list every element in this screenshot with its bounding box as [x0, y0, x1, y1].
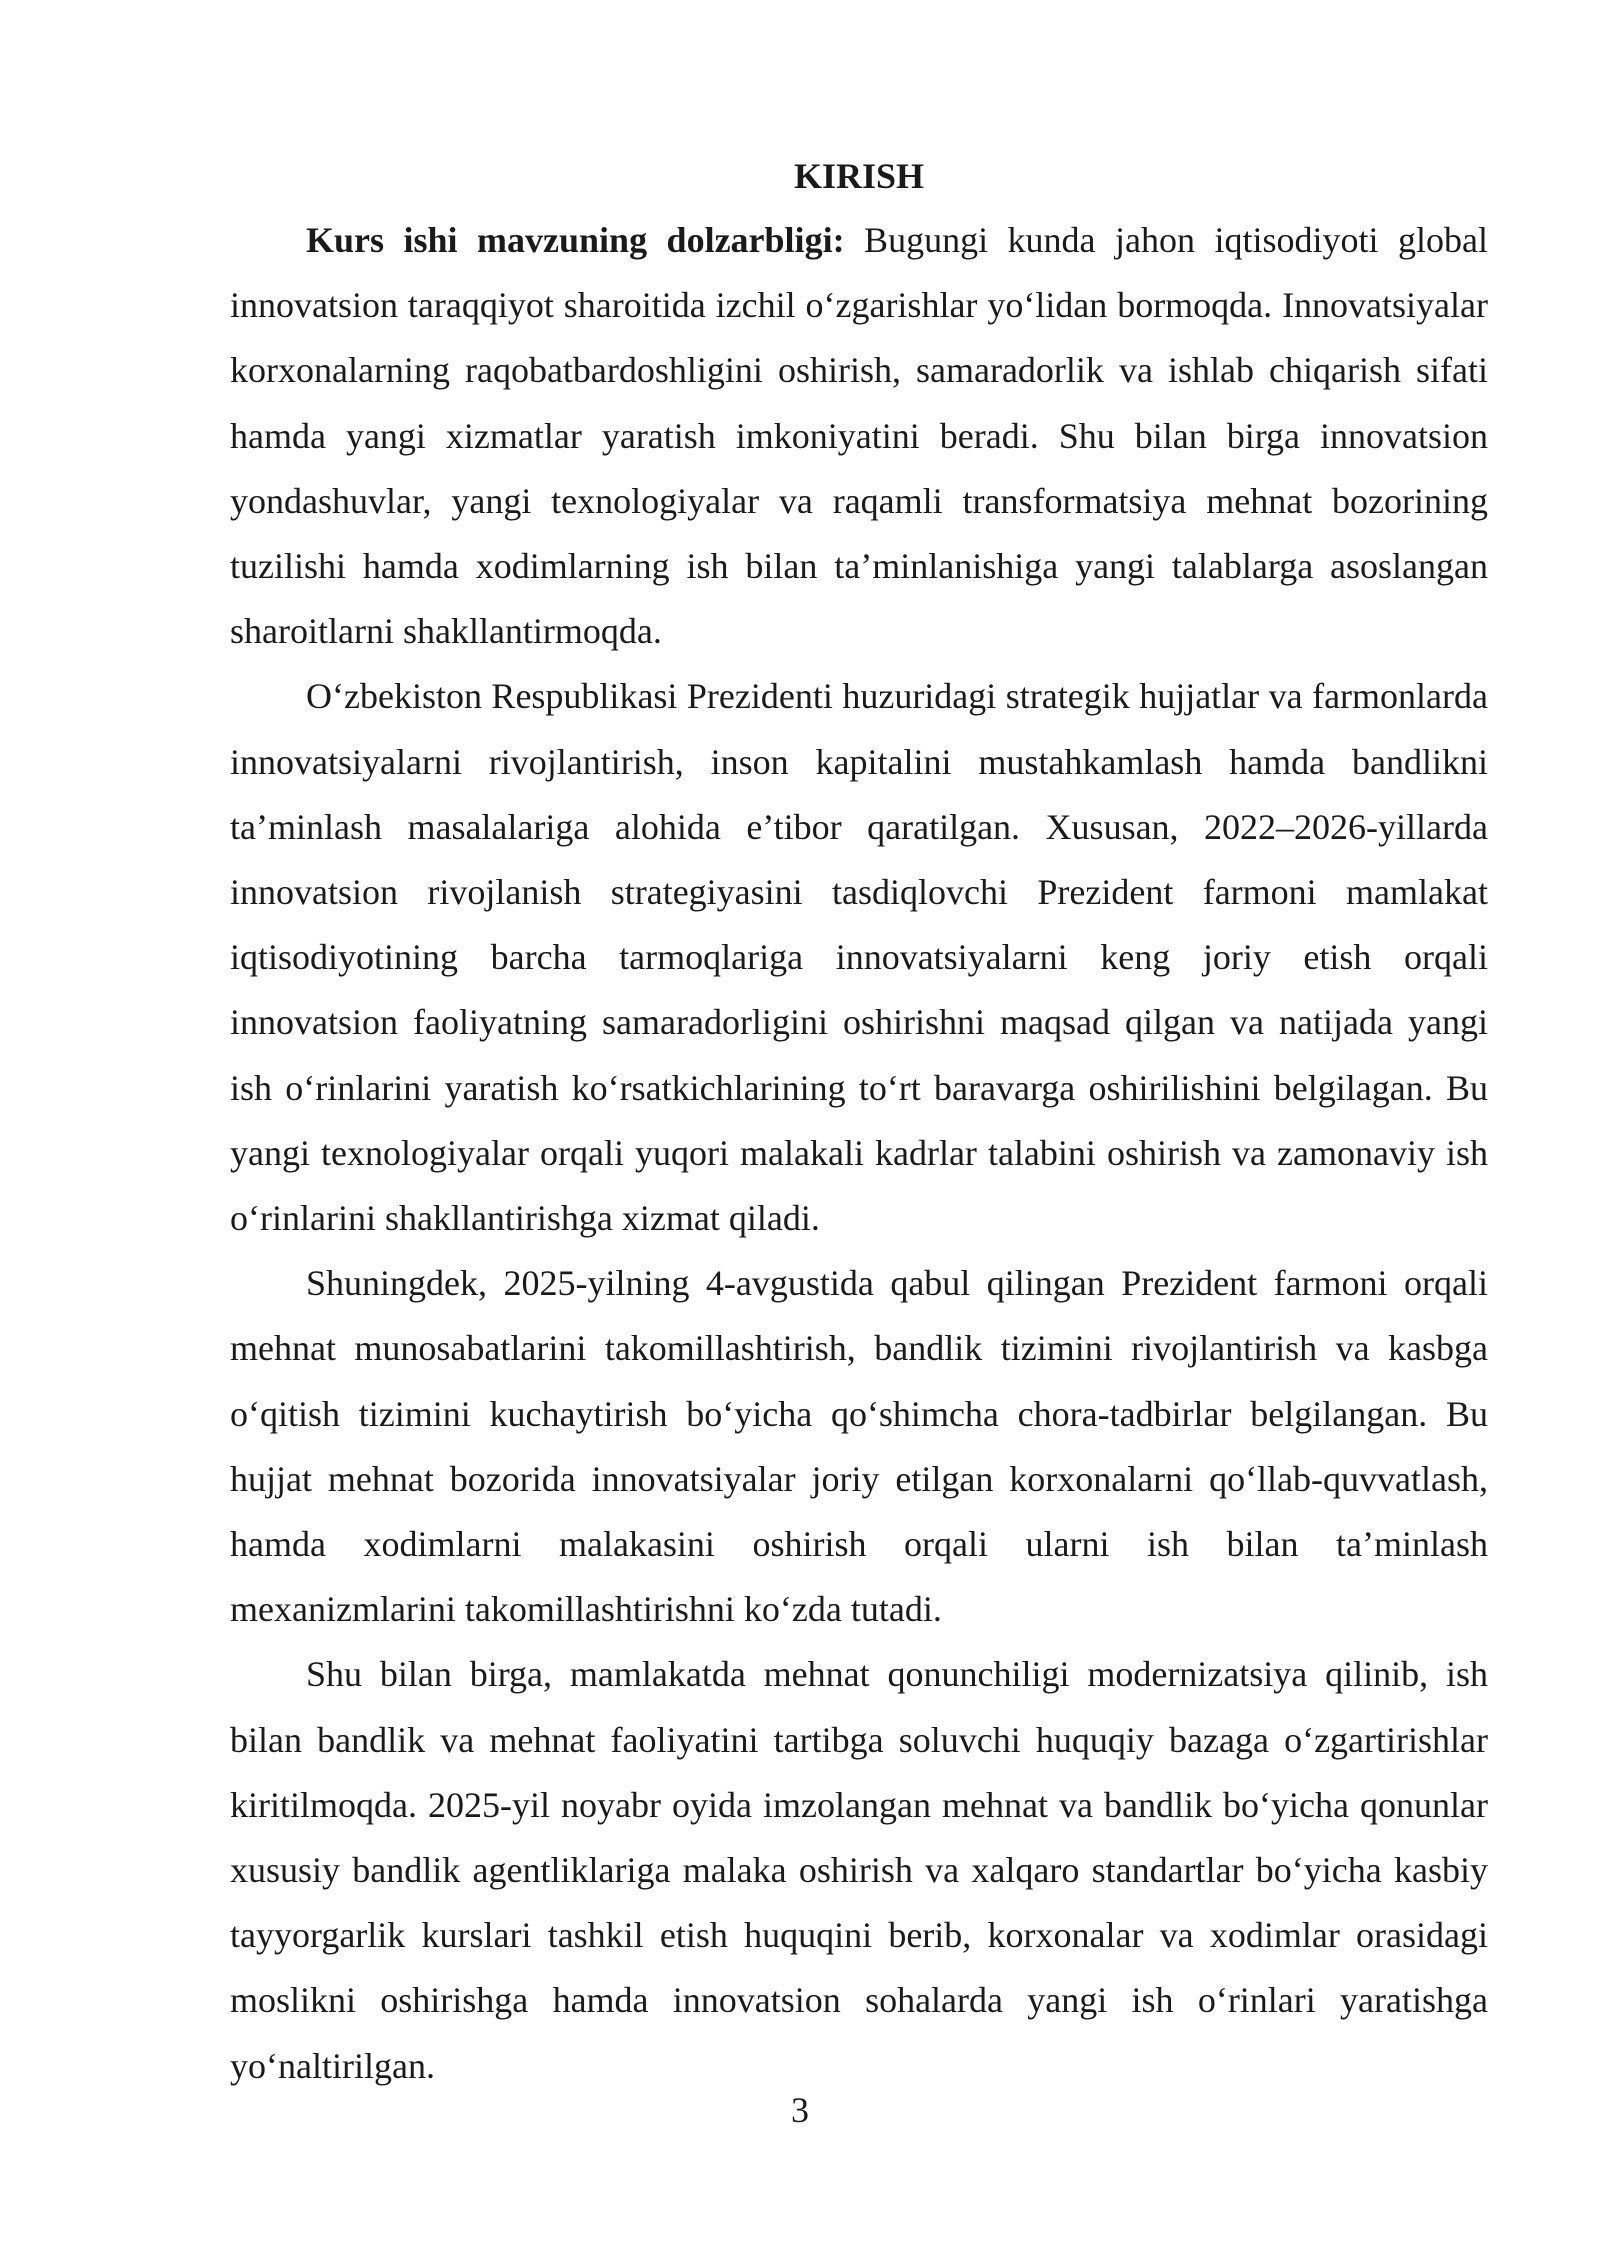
paragraph-lead: Kurs ishi mavzuning dolzarbligi:: [306, 220, 845, 260]
paragraph-text: Bugungi kunda jahon iqtisodiyoti global innovatsion taraqqiyot sharoitida izchil o‘zgarishlar yo‘lidan bormoqda. Innovatsiyalar korxonalarning raqobatbardoshligini oshirish, samaradorlik va ishlab chiqarish sifati hamda yangi xizmatlar yaratish imkoniyatini beradi. Shu bilan birga innovatsion yondashuvlar, yangi texnologiyalar va raqamli transformatsiya mehnat bozorining tuzilishi hamda xodimlarning ish bilan ta’minlanishiga yangi talablarga asoslangan sharoitlarni shakllantirmoqda.: [230, 220, 1488, 652]
paragraph-legislation: Shu bilan birga, mamlakatda mehnat qonunchiligi modernizatsiya qilinib, ish bilan bandlik va mehnat faoliyatini tartibga soluvchi huquqiy bazaga o‘zgartirishlar kiritilmoqda. 2025-yil noyabr oyida imzolangan mehnat va bandlik bo‘yicha qonunlar xususiy bandlik agentliklariga malaka oshirish va xalqaro standartlar bo‘yicha kasbiy tayyorgarlik kurslari tashkil etish huquqini berib, korxonalar va xodimlar orasidagi moslikni oshirishga hamda innovatsion sohalarda yangi ish o‘rinlari yaratishga yo‘naltirilgan.: [230, 1654, 1488, 2086]
paragraph-strategy: O‘zbekiston Respublikasi Prezidenti huzuridagi strategik hujjatlar va farmonlarda innovatsiyalarni rivojlantirish, inson kapitalini mustahkamlash hamda bandlikni ta’minlash masalalariga alohida e’tibor qaratilgan. Xususan, 2022–2026-yillarda innovatsion rivojlanish strategiyasini tasdiqlovchi Prezident farmoni mamlakat iqtisodiyotining barcha tarmoqlariga innovatsiyalarni keng joriy etish orqali innovatsion faoliyatning samaradorligini oshirishni maqsad qilgan va natijada yangi ish o‘rinlarini yaratish ko‘rsatkichlarining to‘rt baravarga oshirilishini belgilagan. Bu yangi texnologiyalar orqali yuqori malakali kadrlar talabini oshirish va zamonaviy ish o‘rinlarini shakllantirishga xizmat qiladi.: [230, 676, 1488, 1239]
section-heading: KIRISH: [793, 156, 925, 196]
paragraph-decree: Shuningdek, 2025-yilning 4-avgustida qabul qilingan Prezident farmoni orqali mehnat munosabatlarini takomillashtirish, bandlik tizimini rivojlantirish va kasbga o‘qitish tizimini kuchaytirish bo‘yicha qo‘shimcha chora-tadbirlar belgilangan. Bu hujjat mehnat bozorida innovatsiyalar joriy etilgan korxonalarni qo‘llab-quvvatlash, hamda xodimlarni malakasini oshirish orqali ularni ish bilan ta’minlash mexanizmlarini takomillashtirishni ko‘zda tutadi.: [230, 1263, 1488, 1630]
page-number: 3: [791, 2090, 809, 2130]
page-content: [230, 148, 1488, 2099]
paragraph-relevance: [230, 208, 1488, 664]
